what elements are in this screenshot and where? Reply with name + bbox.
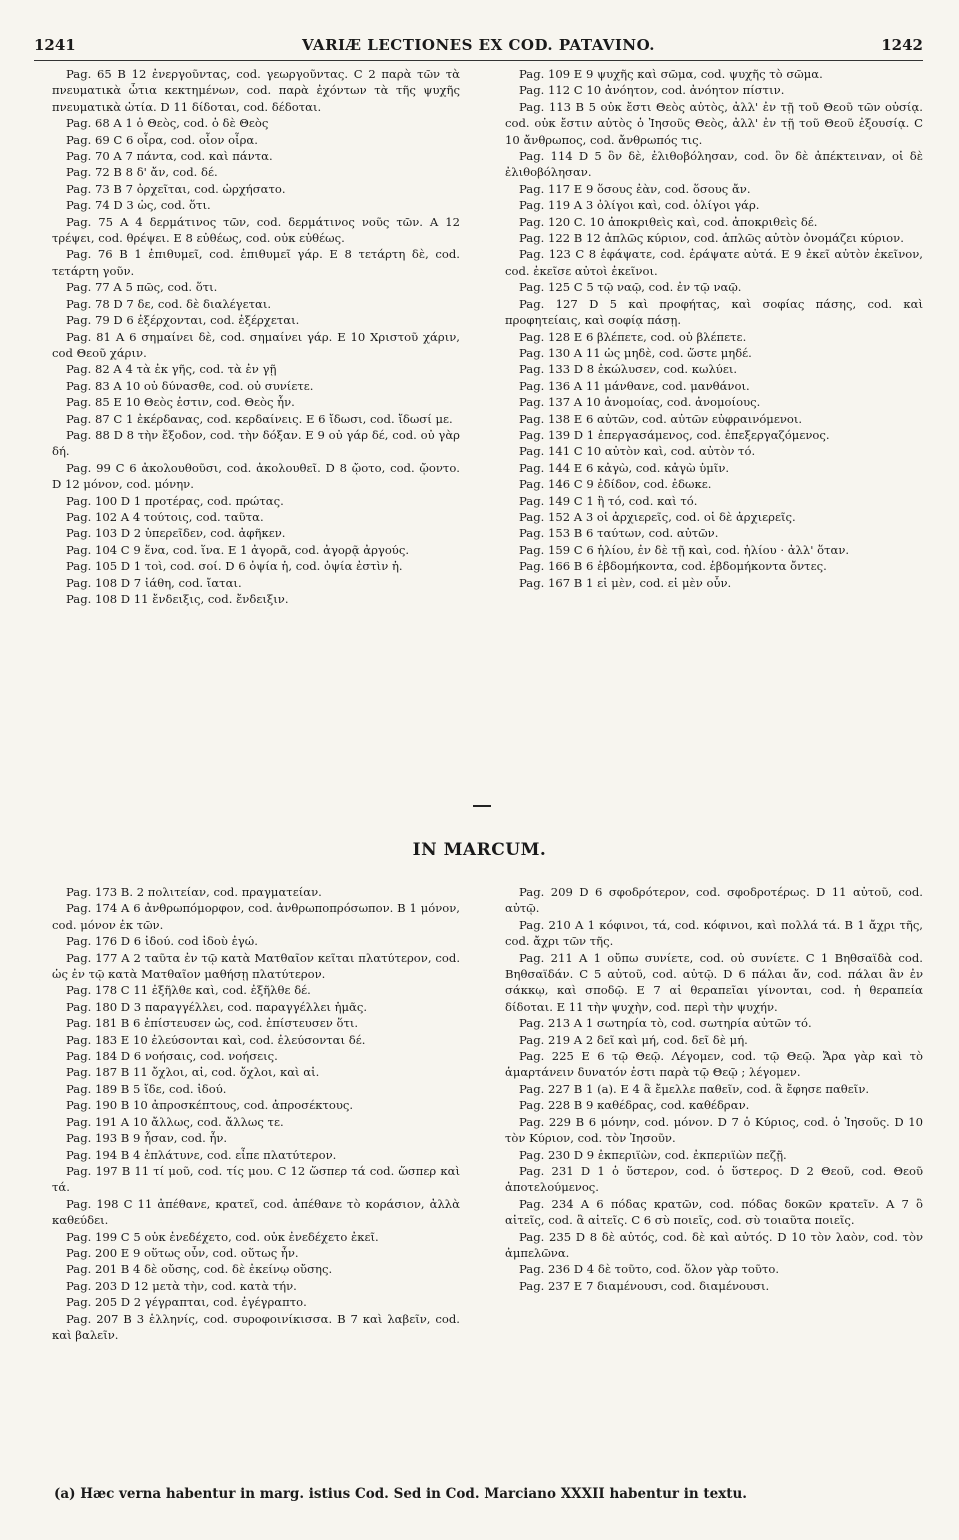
variant-entry: Pag. 81 A 6 σημαίνει δὲ, cod. σημαίνει γάρ. E 10 Χριστοῦ χάριν, cod Θεοῦ χάριν.: [52, 329, 460, 360]
variant-entry: Pag. 176 D 6 ἰδού. cod ἰδοὺ ἐγώ.: [66, 934, 258, 949]
variant-entry: Pag. 72 B 8 δ' ἄν, cod. δέ.: [66, 165, 218, 180]
variant-entry: Pag. 136 A 11 μάνθανε, cod. μανθάνοι.: [519, 378, 750, 393]
variant-entry: Pag. 152 A 3 οἱ ἀρχιερεῖς, cod. οἱ δὲ ἀρχιερεῖς.: [519, 509, 796, 524]
variant-entry: Pag. 78 D 7 δε, cod. δὲ διαλέγεται.: [66, 296, 272, 311]
variant-entry: Pag. 229 B 6 μόνην, cod. μόνον. D 7 ὁ Κύριος, cod. ὁ Ἰησοῦς. D 10 τὸν Κύριον, cod. τὸν Ἰησοῦν.: [505, 1114, 923, 1146]
variant-entry: Pag. 209 D 6 σφοδρότερον, cod. σφοδροτέρως. D 11 αὐτοῦ, cod. αὐτῷ.: [505, 885, 923, 916]
variant-entry: Pag. 181 B 6 ἐπίστευσεν ὡς, cod. ἐπίστευσεν ὅτι.: [66, 1016, 359, 1031]
variant-entry: Pag. 65 B 12 ἐνεργοῦντας, cod. γεωργοῦντας. C 2 παρὰ τῶν τὰ πνευματικὰ ὦτια κεκτημένων, cod. παρὰ ἐχόντων τὰ τῆς ψυχῆς πνευματικὰ ὠτία. D 11 δίδοται, cod. δέδοται.: [52, 67, 460, 114]
variant-entry: Pag. 199 C 5 οὐκ ἐνεδέχετο, cod. οὐκ ἐνεδέχετο ἐκεῖ.: [66, 1229, 379, 1244]
variant-entry: Pag. 139 D 1 ἐπεργασάμενος, cod. ἐπεξεργαζόμενος.: [519, 427, 830, 442]
variant-entry: Pag. 219 A 2 δεῖ καὶ μή, cod. δεῖ δὲ μή.: [519, 1032, 748, 1047]
variant-entry: Pag. 159 C 6 ἡλίου, ἐν δὲ τῇ καὶ, cod. ἡλίου · ἀλλ' ὅταν.: [519, 542, 850, 557]
bottom-left-column: [52, 884, 460, 1343]
header-rule: [34, 60, 923, 61]
variant-entry: Pag. 83 A 10 οὐ δύνασθε, cod. οὐ συνίετε.: [66, 378, 314, 393]
variant-entry: Pag. 100 D 1 προτέρας, cod. πρώτας.: [66, 493, 284, 508]
variant-entry: Pag. 87 C 1 ἐκέρδανας, cod. κερδαίνεις. E 6 ἴδωσι, cod. ἴδωσί με.: [66, 411, 453, 426]
variant-entry: Pag. 105 D 1 τοὶ, cod. σοί. D 6 ὀψία ἡ, cod. ὀψία ἐστὶν ἡ.: [66, 559, 403, 574]
variant-entry: Pag. 227 B 1 (a). E 4 ἃ ἔμελλε παθεῖν, cod. ἃ ἔφησε παθεῖν.: [519, 1081, 870, 1096]
variant-entry: Pag. 235 D 8 δὲ αὐτός, cod. δὲ καὶ αὐτός. D 10 τὸν λαὸν, cod. τὸν ἀμπελῶνα.: [505, 1229, 923, 1260]
variant-entry: Pag. 112 C 10 ἀνόητον, cod. ἀνόητον πίστιν.: [519, 83, 785, 98]
variant-entry: Pag. 102 A 4 τούτοις, cod. ταῦτα.: [66, 509, 264, 524]
variant-entry: Pag. 231 D 1 ὁ ὕστερον, cod. ὁ ὕστερος. D 2 Θεοῦ, cod. Θεοῦ ἀποτελούμενος.: [505, 1163, 923, 1195]
variant-entry: Pag. 109 E 9 ψυχῆς καὶ σῶμα, cod. ψυχῆς τὸ σῶμα.: [519, 67, 823, 81]
variant-entry: Pag. 190 B 10 ἀπροσκέπτους, cod. ἀπροσέκτους.: [66, 1098, 354, 1113]
variant-entry: Pag. 213 A 1 σωτηρία τὸ, cod. σωτηρία αὐτῶν τό.: [519, 1016, 812, 1031]
variant-entry: Pag. 133 D 8 ἐκώλυσεν, cod. κωλύει.: [519, 362, 738, 377]
variant-entry: Pag. 82 A 4 τὰ ἐκ γῆς, cod. τὰ ἐν γῇ: [66, 362, 277, 377]
variant-entry: Pag. 77 A 5 πῶς, cod. ὅτι.: [66, 280, 218, 295]
variant-entry: Pag. 75 A 4 δερμάτινος τῶν, cod. δερμάτινος νοῦς τῶν. A 12 τρέψει, cod. θρέψει. E 8 εὐθέως, cod. οὐκ εὐθέως.: [52, 214, 460, 246]
variant-entry: Pag. 73 B 7 ὀρχεῖται, cod. ὠρχήσατο.: [66, 181, 286, 196]
variant-entry: Pag. 120 C. 10 ἀποκριθεὶς καὶ, cod. ἀποκριθεὶς δέ.: [519, 214, 818, 229]
variant-entry: Pag. 191 A 10 ἄλλως, cod. ἄλλως τε.: [66, 1114, 284, 1129]
variant-entry: Pag. 113 B 5 οὐκ ἔστι Θεὸς αὐτὸς, ἀλλ' ἐν τῇ τοῦ Θεοῦ τῶν οὐσίᾳ. cod. οὐκ ἔστιν αὐτὸς ὁ Ἰησοῦς Θεὸς, ἀλλ' ἐν τῇ τοῦ Θεοῦ ἐξουσίᾳ. C 10 ἄνθρωπος, cod. ἄνθρωπός τις.: [505, 99, 923, 147]
variant-entry: Pag. 180 D 3 παραγγέλλει, cod. παραγγέλλει ἡμᾶς.: [66, 999, 368, 1014]
variant-entry: Pag. 99 C 6 ἀκολουθοῦσι, cod. ἀκολουθεῖ. D 8 ᾤοτο, cod. ᾤοντο. D 12 μόνον, cod. μόνην.: [52, 460, 460, 492]
variant-entry: Pag. 117 E 9 ὅσους ἐὰν, cod. ὅσους ἄν.: [519, 181, 751, 196]
variant-entry: Pag. 125 C 5 τῷ ναῷ, cod. ἐν τῷ ναῷ.: [519, 280, 742, 295]
variant-entry: Pag. 197 B 11 τί μοῦ, cod. τίς μου. C 12 ὥσπερ τά cod. ὥσπερ καὶ τά.: [52, 1163, 460, 1195]
section-title: IN MARCUM.: [412, 840, 547, 860]
variant-entry: Pag. 201 B 4 δὲ οὔσης, cod. δὲ ἐκείνῳ οὔσης.: [66, 1262, 333, 1277]
variant-entry: Pag. 137 A 10 ἀνομοίας, cod. ἀνομοίους.: [519, 395, 761, 410]
variant-entry: Pag. 108 D 7 ἰάθη, cod. ἴαται.: [66, 575, 242, 590]
variant-entry: Pag. 237 E 7 διαμένουσι, cod. διαμένουσι.: [519, 1278, 770, 1293]
variant-entry: Pag. 69 C 6 οἶρα, cod. οἶον οἶρα.: [66, 132, 258, 147]
variant-entry: Pag. 149 C 1 ἢ τό, cod. καὶ τό.: [519, 493, 698, 508]
variant-entry: Pag. 153 B 6 ταύτων, cod. αὐτῶν.: [519, 526, 719, 541]
variant-entry: Pag. 200 E 9 οὕτως οὖν, cod. οὕτως ἦν.: [66, 1245, 299, 1260]
variant-entry: Pag. 174 A 6 ἀνθρωπόμορφον, cod. ἀνθρωποπρόσωπον. B 1 μόνον, cod. μόνον ἐκ τῶν.: [52, 901, 460, 932]
variant-entry: Pag. 177 A 2 ταῦτα ἐν τῷ κατὰ Ματθαῖον κεῖται πλατύτερον, cod. ὡς ἐν τῷ κατὰ Ματθαῖον μαθήσῃ πλατύτερον.: [52, 950, 460, 982]
variant-entry: Pag. 184 D 6 νοήσαις, cod. νοήσεις.: [66, 1049, 278, 1064]
variant-entry: Pag. 207 B 3 ἑλληνίς, cod. συροφοινίκισσα. B 7 καὶ λαβεῖν, cod. καὶ βαλεῖν.: [52, 1311, 460, 1342]
variant-entry: Pag. 123 C 8 ἐφάψατε, cod. ἐράψατε αὐτά. E 9 ἐκεῖ αὐτὸν ἐκεῖνον, cod. ἐκεῖσε αὐτοὶ ἐκεῖνοι.: [505, 247, 923, 278]
variant-entry: Pag. 119 A 3 ὀλίγοι καὶ, cod. ὀλίγοι γάρ.: [519, 198, 760, 213]
variant-entry: Pag. 114 D 5 ὃν δὲ, ἐλιθοβόλησαν, cod. ὃν δὲ ἀπέκτειναν, οἱ δὲ ἐλιθοβόλησαν.: [505, 149, 923, 180]
variant-entry: Pag. 183 E 10 ἐλεύσονται καὶ, cod. ἐλεύσονται δέ.: [66, 1032, 366, 1047]
variant-entry: Pag. 210 A 1 κόφινοι, τά, cod. κόφινοι, καὶ πολλά τά. B 1 ἄχρι τῆς, cod. ἄχρι τῶν τῆς.: [505, 917, 923, 949]
variant-entry: Pag. 194 B 4 ἐπλάτυνε, cod. εἶπε πλατύτερον.: [66, 1147, 337, 1162]
variant-entry: Pag. 128 E 6 βλέπετε, cod. οὐ βλέπετε.: [519, 329, 747, 344]
top-right-column: [505, 66, 923, 591]
variant-entry: Pag. 167 B 1 εἰ μὲν, cod. εἰ μὲν οὖν.: [519, 575, 732, 590]
footnote: (a) Hæc verna habentur in marg. istius Cod. Sed in Cod. Marciano XXXII habentur in textu.: [54, 1486, 747, 1502]
variant-entry: Pag. 236 D 4 δὲ τοῦτο, cod. ὅλον γὰρ τοῦτο.: [519, 1262, 780, 1277]
variant-entry: Pag. 88 D 8 τὴν ἔξοδον, cod. τὴν δόξαν. E 9 οὐ γάρ δέ, cod. οὐ γὰρ δή.: [52, 427, 460, 459]
section-divider: [473, 805, 491, 807]
variant-entry: Pag. 138 E 6 αὐτῶν, cod. αὐτῶν εὐφραινόμενοι.: [519, 411, 803, 426]
running-header: [34, 36, 923, 58]
variant-entry: Pag. 122 B 12 ἁπλῶς κύριον, cod. ἁπλῶς αὐτὸν ὀνομάζει κύριον.: [519, 231, 904, 246]
variant-entry: Pag. 108 D 11 ἔνδειξις, cod. ἔνδειξιν.: [66, 592, 289, 606]
bottom-right-column: [505, 884, 923, 1294]
variant-entry: Pag. 225 E 6 τῷ Θεῷ. Λέγομεν, cod. τῷ Θεῷ. Ἄρα γὰρ καὶ τὸ ἁμαρτάνειν δυνατόν ἐστι παρὰ τῷ Θεῷ ; λέγομεν.: [505, 1049, 923, 1080]
variant-entry: Pag. 203 D 12 μετὰ τὴν, cod. κατὰ τήν.: [66, 1278, 297, 1293]
page-number-left: 1241: [34, 36, 76, 54]
variant-entry: Pag. 230 D 9 ἐκπεριϊὼν, cod. ἐκπεριϊὼν πεζῇ.: [519, 1147, 787, 1162]
variant-entry: Pag. 79 D 6 ἐξέρχονται, cod. ἐξέρχεται.: [66, 313, 300, 328]
variant-entry: Pag. 74 D 3 ὡς, cod. ὅτι.: [66, 198, 211, 213]
variant-entry: Pag. 127 D 5 καὶ προφήτας, καὶ σοφίας πάσης, cod. καὶ προφητείαις, καὶ σοφίᾳ πάσῃ.: [505, 296, 923, 328]
variant-entry: Pag. 104 C 9 ἕνα, cod. ἵνα. E 1 ἀγορᾶ, cod. ἀγορᾷ ἀργούς.: [66, 542, 410, 557]
variant-entry: Pag. 173 B. 2 πολιτείαν, cod. πραγματείαν.: [66, 885, 322, 899]
variant-entry: Pag. 189 B 5 ἴδε, cod. ἰδού.: [66, 1081, 227, 1096]
variant-entry: Pag. 187 B 11 ὄχλοι, αἱ, cod. ὄχλοι, καὶ αἱ.: [66, 1065, 320, 1080]
variant-entry: Pag. 178 C 11 ἐξῆλθε καὶ, cod. ἐξῆλθε δέ.: [66, 983, 311, 998]
variant-entry: Pag. 130 A 11 ὡς μηδὲ, cod. ὥστε μηδέ.: [519, 345, 752, 360]
page-number-right: 1242: [881, 36, 923, 54]
running-title: VARIÆ LECTIONES EX COD. PATAVINO.: [301, 36, 656, 54]
variant-entry: Pag. 193 B 9 ἦσαν, cod. ἦν.: [66, 1131, 228, 1146]
variant-entry: Pag. 103 D 2 ὑπερεῖδεν, cod. ἀφῆκεν.: [66, 526, 286, 541]
variant-entry: Pag. 228 B 9 καθέδρας, cod. καθέδραν.: [519, 1098, 750, 1113]
variant-entry: Pag. 144 E 6 κἀγὼ, cod. κἀγὼ ὑμῖν.: [519, 460, 730, 475]
top-left-column: [52, 66, 460, 607]
variant-entry: Pag. 205 D 2 γέγραπται, cod. ἐγέγραπτο.: [66, 1295, 307, 1310]
variant-entry: Pag. 70 A 7 πάντα, cod. καὶ πάντα.: [66, 149, 273, 164]
variant-entry: Pag. 198 C 11 ἀπέθανε, κρατεῖ, cod. ἀπέθανε τὸ κοράσιον, ἀλλὰ καθεύδει.: [52, 1196, 460, 1228]
variant-entry: Pag. 76 B 1 ἐπιθυμεῖ, cod. ἐπιθυμεῖ γάρ. E 8 τετάρτη δὲ, cod. τετάρτη γοῦν.: [52, 247, 460, 278]
variant-entry: Pag. 146 C 9 ἐδίδον, cod. ἐδωκε.: [519, 477, 712, 492]
variant-entry: Pag. 211 A 1 οὔπω συνίετε, cod. οὐ συνίετε. C 1 Βηθσαϊδὰ cod. Βηθσαϊδάν. C 5 αὐτοῦ, cod. αὐτῷ. D 6 πάλαι ἄν, cod. πάλαι ἂν ἐν σάκκῳ, καὶ σποδῷ. E 7 αἱ θεραπεῖαι γίνονται, cod. ἡ θεραπεία δίδοται. E 11 τὴν ψυχὴν, cod. περὶ τὴν ψυχήν.: [505, 950, 923, 1014]
variant-entry: Pag. 166 B 6 ἑβδομήκοντα, cod. ἑβδομήκοντα ὄντες.: [519, 559, 827, 574]
variant-entry: Pag. 141 C 10 αὐτὸν καὶ, cod. αὐτὸν τό.: [519, 444, 756, 459]
variant-entry: Pag. 68 A 1 ὁ Θεὸς, cod. ὁ δὲ Θεὸς: [66, 116, 269, 131]
variant-entry: Pag. 234 A 6 πόδας κρατῶν, cod. πόδας δοκῶν κρατεῖν. A 7 ὃ αἰτεῖς, cod. ἃ αἰτεῖς. C 6 σὺ ποιεῖς, cod. σὺ τοιαῦτα ποιεῖς.: [505, 1196, 923, 1228]
variant-entry: Pag. 85 E 10 Θεὸς ἐστιν, cod. Θεὸς ἦν.: [66, 395, 295, 410]
